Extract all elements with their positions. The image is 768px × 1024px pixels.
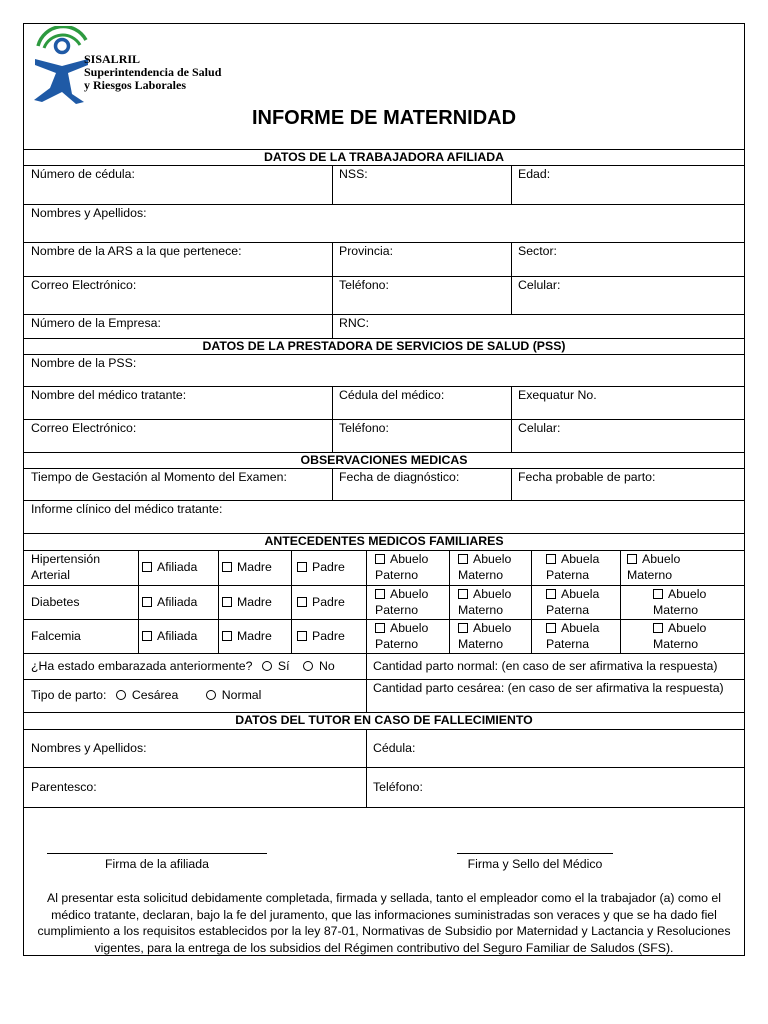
option-label: Abuelo Paterno <box>375 587 429 617</box>
cedula-field[interactable]: Número de cédula: <box>31 167 135 181</box>
celular-field[interactable]: Celular: <box>518 278 561 292</box>
sector-field[interactable]: Sector: <box>518 244 557 258</box>
condition-label: Hipertensión Arterial <box>31 552 101 582</box>
signature-label-medico: Firma y Sello del Médico <box>467 857 603 871</box>
radio-no-label: No <box>318 659 335 673</box>
checkbox-icon <box>546 589 556 599</box>
option-label: Afiliada <box>157 560 198 574</box>
checkbox-abuela-paterna[interactable] <box>532 586 620 618</box>
radio-normal-label: Normal <box>221 688 262 702</box>
option-label: Padre <box>312 595 345 609</box>
tutor-nombres-field[interactable]: Nombres y Apellidos: <box>31 741 147 755</box>
radio-si-label: Sí <box>277 659 290 673</box>
checkbox-madre[interactable] <box>222 594 272 610</box>
cantidad-cesarea-field[interactable]: Cantidad parto cesárea: (en caso de ser afirmativa la respuesta) <box>373 681 724 695</box>
pss-telefono-field[interactable]: Teléfono: <box>339 421 389 435</box>
divider <box>24 729 744 730</box>
section-header-observaciones: OBSERVACIONES MEDICAS <box>300 453 468 467</box>
logo-acronym: SISALRIL <box>84 52 141 66</box>
checkbox-icon <box>653 623 663 633</box>
nss-field[interactable]: NSS: <box>339 167 368 181</box>
checkbox-abuelo-materno[interactable] <box>450 551 531 583</box>
section-header-tutor: DATOS DEL TUTOR EN CASO DE FALLECIMIENTO <box>235 713 533 727</box>
radio-si[interactable] <box>262 659 290 673</box>
parto-field[interactable]: Fecha probable de parto: <box>518 470 656 484</box>
option-label: Abuela Paterna <box>546 587 600 617</box>
checkbox-abuela-paterna[interactable] <box>532 620 620 652</box>
checkbox-icon <box>546 554 556 564</box>
logo-text <box>84 53 221 92</box>
checkbox-abuelo-materno-2[interactable] <box>621 551 721 583</box>
diagnostico-field[interactable]: Fecha de diagnóstico: <box>339 470 460 484</box>
exequatur-field[interactable]: Exequatur No. <box>518 388 597 402</box>
checkbox-icon <box>653 589 663 599</box>
telefono-field[interactable]: Teléfono: <box>339 278 389 292</box>
maternity-report-form <box>23 23 745 956</box>
option-label: Abuelo Materno <box>458 552 512 582</box>
logo-line2: y Riesgos Laborales <box>84 78 186 92</box>
option-label: Abuelo Paterno <box>375 621 429 651</box>
checkbox-icon <box>546 623 556 633</box>
page-title: INFORME DE MATERNIDAD <box>251 107 517 129</box>
option-label: Abuela Paterna <box>546 621 600 651</box>
checkbox-afiliada[interactable] <box>142 628 197 644</box>
provincia-field[interactable]: Provincia: <box>339 244 393 258</box>
divider <box>218 550 219 653</box>
informe-clinico-field[interactable]: Informe clínico del médico tratante: <box>31 502 223 516</box>
embarazada-question <box>24 658 335 674</box>
checkbox-abuelo-materno-2[interactable] <box>621 620 745 652</box>
radio-icon <box>262 661 272 671</box>
checkbox-abuelo-paterno[interactable] <box>367 551 449 583</box>
cedula-medico-field[interactable]: Cédula del médico: <box>339 388 445 402</box>
checkbox-abuelo-materno[interactable] <box>450 620 531 652</box>
option-label: Abuelo Materno <box>458 621 512 651</box>
checkbox-afiliada[interactable] <box>142 594 197 610</box>
checkbox-abuela-paterna[interactable] <box>532 551 620 583</box>
checkbox-icon <box>142 631 152 641</box>
checkbox-icon <box>222 631 232 641</box>
section-header-trabajadora: DATOS DE LA TRABAJADORA AFILIADA <box>263 150 504 164</box>
divider <box>24 767 744 768</box>
tutor-telefono-field[interactable]: Teléfono: <box>373 780 423 794</box>
signature-line-afiliada[interactable] <box>47 853 267 854</box>
checkbox-icon <box>375 554 385 564</box>
option-label: Abuelo Materno <box>627 552 681 582</box>
checkbox-icon <box>458 554 468 564</box>
logo-line1: Superintendencia de Salud <box>84 65 222 79</box>
divider <box>138 550 139 653</box>
option-label: Madre <box>237 629 272 643</box>
radio-no[interactable] <box>303 659 335 673</box>
checkbox-padre[interactable] <box>297 628 345 644</box>
sisalril-logo <box>30 26 90 104</box>
checkbox-icon <box>222 562 232 572</box>
option-label: Madre <box>237 595 272 609</box>
gestacion-field[interactable]: Tiempo de Gestación al Momento del Examen: <box>31 470 287 484</box>
declaration-text: Al presentar esta solicitud debidamente completada, firmada y sellada, tanto el empleador como el la trabajador (a) como el médico tratante, declaran, bajo la fe del juramento, que las informaciones suministradas son veraces y que se ha dado fiel cumplimiento a los requisitos establecidos por la ley 87-01, Normativas de Subsidio por Maternidad y Lactancia y Resoluciones vigentes, para la entrega de los subsidios del Régimen contributivo del Seguro Familiar de Saludos (SFS). <box>37 891 731 955</box>
nombres-field[interactable]: Nombres y Apellidos: <box>31 206 147 220</box>
option-label: Abuelo Paterno <box>375 552 429 582</box>
embarazada-label: ¿Ha estado embarazada anteriormente? <box>31 659 253 673</box>
checkbox-abuelo-paterno[interactable] <box>367 586 449 618</box>
divider <box>291 550 292 653</box>
signature-label-afiliada: Firma de la afiliada <box>105 857 209 871</box>
tipo-parto-label: Tipo de parto: <box>31 688 107 702</box>
option-label: Padre <box>312 560 345 574</box>
tipo-parto <box>24 687 261 703</box>
checkbox-icon <box>458 589 468 599</box>
option-label: Abuela Paterna <box>546 552 600 582</box>
pss-field[interactable]: Nombre de la PSS: <box>31 356 137 370</box>
radio-normal[interactable] <box>206 688 262 702</box>
pss-celular-field[interactable]: Celular: <box>518 421 561 435</box>
condition-label: Diabetes <box>31 595 80 609</box>
option-label: Abuelo Materno <box>653 587 707 617</box>
option-label: Abuelo Materno <box>458 587 512 617</box>
checkbox-madre[interactable] <box>222 559 272 575</box>
divider <box>24 653 744 654</box>
checkbox-icon <box>297 597 307 607</box>
radio-icon <box>116 690 126 700</box>
tutor-parentesco-field[interactable]: Parentesco: <box>31 780 97 794</box>
tutor-cedula-field[interactable]: Cédula: <box>373 741 416 755</box>
checkbox-madre[interactable] <box>222 628 272 644</box>
ars-field[interactable]: Nombre de la ARS a la que pertenece: <box>31 244 242 258</box>
cantidad-normal-field[interactable]: Cantidad parto normal: (en caso de ser afirmativa la respuesta) <box>373 659 718 673</box>
checkbox-icon <box>142 597 152 607</box>
pss-correo-field[interactable]: Correo Electrónico: <box>31 421 137 435</box>
radio-cesarea-label: Cesárea <box>131 688 179 702</box>
checkbox-padre[interactable] <box>297 559 345 575</box>
checkbox-padre[interactable] <box>297 594 345 610</box>
condition-label: Falcemia <box>31 629 81 643</box>
radio-icon <box>206 690 216 700</box>
rnc-field[interactable]: RNC: <box>339 316 370 330</box>
medico-field[interactable]: Nombre del médico tratante: <box>31 388 187 402</box>
correo-field[interactable]: Correo Electrónico: <box>31 278 137 292</box>
checkbox-abuelo-paterno[interactable] <box>367 620 449 652</box>
checkbox-icon <box>297 631 307 641</box>
section-header-antecedentes: ANTECEDENTES MEDICOS FAMILIARES <box>264 534 504 548</box>
option-label: Afiliada <box>157 629 198 643</box>
radio-icon <box>303 661 313 671</box>
checkbox-icon <box>627 554 637 564</box>
divider <box>24 807 744 808</box>
checkbox-icon <box>375 623 385 633</box>
section-header-pss: DATOS DE LA PRESTADORA DE SERVICIOS DE SALUD (PSS) <box>202 339 566 353</box>
checkbox-abuelo-materno-2[interactable] <box>621 586 745 618</box>
radio-cesarea[interactable] <box>116 688 178 702</box>
checkbox-icon <box>222 597 232 607</box>
checkbox-abuelo-materno[interactable] <box>450 586 531 618</box>
option-label: Madre <box>237 560 272 574</box>
checkbox-afiliada[interactable] <box>142 559 197 575</box>
option-label: Abuelo Materno <box>653 621 707 651</box>
checkbox-icon <box>142 562 152 572</box>
edad-field[interactable]: Edad: <box>518 167 551 181</box>
option-label: Padre <box>312 629 345 643</box>
empresa-field[interactable]: Número de la Empresa: <box>31 316 161 330</box>
checkbox-icon <box>375 589 385 599</box>
checkbox-icon <box>458 623 468 633</box>
option-label: Afiliada <box>157 595 198 609</box>
signature-line-medico[interactable] <box>457 853 613 854</box>
checkbox-icon <box>297 562 307 572</box>
